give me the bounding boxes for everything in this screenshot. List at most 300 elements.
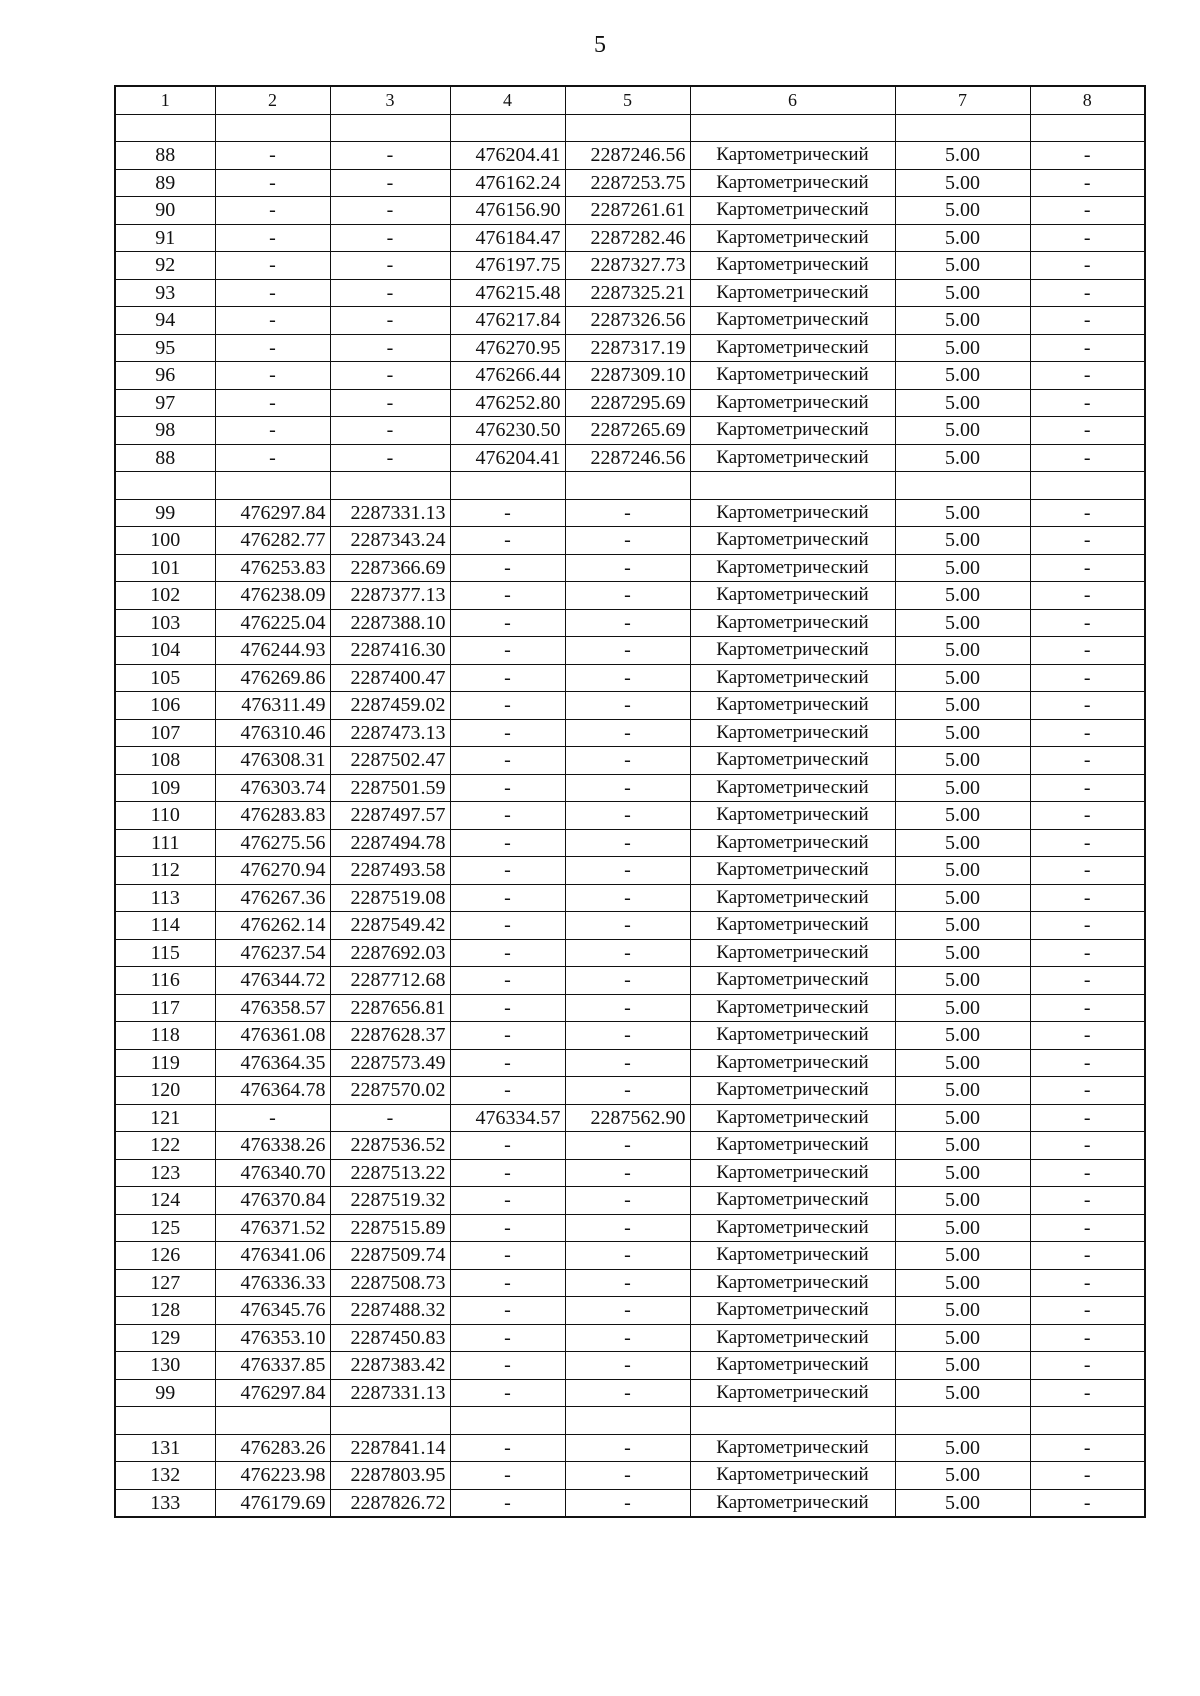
table-row bbox=[115, 1462, 1145, 1490]
description-cell: - bbox=[1030, 499, 1145, 527]
accuracy-cell: 5.00 bbox=[895, 1049, 1030, 1077]
point-number-cell: 125 bbox=[115, 1214, 215, 1242]
y-old-cell: 2287692.03 bbox=[330, 939, 450, 967]
description-cell: - bbox=[1030, 1214, 1145, 1242]
method-cell: Картометрический bbox=[690, 444, 895, 472]
table-row bbox=[115, 1379, 1145, 1407]
description-cell: - bbox=[1030, 747, 1145, 775]
table-row bbox=[115, 197, 1145, 225]
table-row bbox=[115, 224, 1145, 252]
x-old-cell: 476237.54 bbox=[215, 939, 330, 967]
accuracy-cell: 5.00 bbox=[895, 252, 1030, 280]
description-cell: - bbox=[1030, 884, 1145, 912]
point-number-cell: 127 bbox=[115, 1269, 215, 1297]
description-cell: - bbox=[1030, 554, 1145, 582]
y-old-cell: 2287712.68 bbox=[330, 967, 450, 995]
x-old-cell: 476344.72 bbox=[215, 967, 330, 995]
y-new-cell: - bbox=[565, 609, 690, 637]
table-row bbox=[115, 664, 1145, 692]
header-cell: 6 bbox=[690, 86, 895, 114]
table-row bbox=[115, 1407, 1145, 1435]
table-row bbox=[115, 692, 1145, 720]
point-number-cell: 131 bbox=[115, 1434, 215, 1462]
accuracy-cell: 5.00 bbox=[895, 664, 1030, 692]
point-number-cell: 105 bbox=[115, 664, 215, 692]
x-new-cell: - bbox=[450, 802, 565, 830]
y-old-cell: 2287450.83 bbox=[330, 1324, 450, 1352]
method-cell: Картометрический bbox=[690, 1352, 895, 1380]
accuracy-cell: 5.00 bbox=[895, 169, 1030, 197]
x-new-cell: - bbox=[450, 747, 565, 775]
y-old-cell: 2287416.30 bbox=[330, 637, 450, 665]
y-old-cell: 2287343.24 bbox=[330, 527, 450, 555]
method-cell: Картометрический bbox=[690, 554, 895, 582]
y-old-cell: 2287803.95 bbox=[330, 1462, 450, 1490]
y-old-cell: 2287377.13 bbox=[330, 582, 450, 610]
description-cell bbox=[1030, 472, 1145, 500]
y-old-cell: 2287519.32 bbox=[330, 1187, 450, 1215]
x-new-cell: 476334.57 bbox=[450, 1104, 565, 1132]
x-new-cell: - bbox=[450, 1159, 565, 1187]
method-cell: Картометрический bbox=[690, 389, 895, 417]
x-old-cell: 476267.36 bbox=[215, 884, 330, 912]
description-cell: - bbox=[1030, 334, 1145, 362]
header-cell: 5 bbox=[565, 86, 690, 114]
accuracy-cell: 5.00 bbox=[895, 1104, 1030, 1132]
table-row bbox=[115, 1434, 1145, 1462]
y-old-cell: 2287502.47 bbox=[330, 747, 450, 775]
description-cell: - bbox=[1030, 637, 1145, 665]
y-old-cell: 2287331.13 bbox=[330, 1379, 450, 1407]
method-cell: Картометрический bbox=[690, 1379, 895, 1407]
x-old-cell: - bbox=[215, 334, 330, 362]
header-cell: 7 bbox=[895, 86, 1030, 114]
x-old-cell: 476270.94 bbox=[215, 857, 330, 885]
y-old-cell: 2287388.10 bbox=[330, 609, 450, 637]
table-row bbox=[115, 637, 1145, 665]
header-cell: 1 bbox=[115, 86, 215, 114]
table-row bbox=[115, 527, 1145, 555]
description-cell: - bbox=[1030, 1324, 1145, 1352]
y-old-cell: 2287841.14 bbox=[330, 1434, 450, 1462]
x-new-cell bbox=[450, 114, 565, 142]
y-new-cell: 2287562.90 bbox=[565, 1104, 690, 1132]
x-old-cell: 476353.10 bbox=[215, 1324, 330, 1352]
description-cell: - bbox=[1030, 939, 1145, 967]
x-old-cell: - bbox=[215, 224, 330, 252]
x-old-cell: - bbox=[215, 444, 330, 472]
point-number-cell: 115 bbox=[115, 939, 215, 967]
point-number-cell: 114 bbox=[115, 912, 215, 940]
table-row bbox=[115, 802, 1145, 830]
y-new-cell: - bbox=[565, 1489, 690, 1517]
x-old-cell: 476345.76 bbox=[215, 1297, 330, 1325]
y-old-cell bbox=[330, 1407, 450, 1435]
x-new-cell: - bbox=[450, 1269, 565, 1297]
y-new-cell: - bbox=[565, 1352, 690, 1380]
accuracy-cell bbox=[895, 472, 1030, 500]
y-old-cell: - bbox=[330, 1104, 450, 1132]
x-new-cell: 476204.41 bbox=[450, 444, 565, 472]
x-new-cell: - bbox=[450, 1434, 565, 1462]
x-new-cell: - bbox=[450, 554, 565, 582]
x-new-cell: - bbox=[450, 994, 565, 1022]
point-number-cell bbox=[115, 114, 215, 142]
point-number-cell: 133 bbox=[115, 1489, 215, 1517]
accuracy-cell: 5.00 bbox=[895, 802, 1030, 830]
y-new-cell: - bbox=[565, 1159, 690, 1187]
point-number-cell: 99 bbox=[115, 499, 215, 527]
y-old-cell: 2287519.08 bbox=[330, 884, 450, 912]
y-new-cell: - bbox=[565, 692, 690, 720]
x-old-cell: - bbox=[215, 389, 330, 417]
x-new-cell: - bbox=[450, 884, 565, 912]
accuracy-cell: 5.00 bbox=[895, 747, 1030, 775]
point-number-cell: 120 bbox=[115, 1077, 215, 1105]
x-new-cell: 476252.80 bbox=[450, 389, 565, 417]
method-cell: Картометрический bbox=[690, 637, 895, 665]
x-old-cell: 476262.14 bbox=[215, 912, 330, 940]
x-old-cell: - bbox=[215, 417, 330, 445]
y-old-cell: 2287501.59 bbox=[330, 774, 450, 802]
x-old-cell: 476269.86 bbox=[215, 664, 330, 692]
method-cell: Картометрический bbox=[690, 747, 895, 775]
accuracy-cell: 5.00 bbox=[895, 362, 1030, 390]
y-new-cell: - bbox=[565, 1132, 690, 1160]
table-row bbox=[115, 389, 1145, 417]
x-new-cell: - bbox=[450, 857, 565, 885]
method-cell: Картометрический bbox=[690, 1324, 895, 1352]
point-number-cell: 88 bbox=[115, 142, 215, 170]
x-new-cell: 476197.75 bbox=[450, 252, 565, 280]
y-old-cell: 2287494.78 bbox=[330, 829, 450, 857]
method-cell: Картометрический bbox=[690, 1049, 895, 1077]
point-number-cell: 118 bbox=[115, 1022, 215, 1050]
description-cell: - bbox=[1030, 417, 1145, 445]
description-cell: - bbox=[1030, 1434, 1145, 1462]
description-cell: - bbox=[1030, 224, 1145, 252]
method-cell: Картометрический bbox=[690, 1132, 895, 1160]
y-new-cell: 2287282.46 bbox=[565, 224, 690, 252]
y-new-cell: - bbox=[565, 582, 690, 610]
description-cell: - bbox=[1030, 912, 1145, 940]
accuracy-cell: 5.00 bbox=[895, 279, 1030, 307]
point-number-cell: 130 bbox=[115, 1352, 215, 1380]
y-old-cell: 2287573.49 bbox=[330, 1049, 450, 1077]
x-old-cell: 476283.83 bbox=[215, 802, 330, 830]
description-cell: - bbox=[1030, 609, 1145, 637]
x-old-cell: 476364.78 bbox=[215, 1077, 330, 1105]
y-old-cell: - bbox=[330, 389, 450, 417]
x-new-cell: 476156.90 bbox=[450, 197, 565, 225]
description-cell: - bbox=[1030, 1462, 1145, 1490]
y-old-cell bbox=[330, 472, 450, 500]
description-cell: - bbox=[1030, 994, 1145, 1022]
y-new-cell: - bbox=[565, 664, 690, 692]
accuracy-cell: 5.00 bbox=[895, 444, 1030, 472]
accuracy-cell: 5.00 bbox=[895, 1269, 1030, 1297]
method-cell: Картометрический bbox=[690, 1434, 895, 1462]
point-number-cell: 128 bbox=[115, 1297, 215, 1325]
y-new-cell: - bbox=[565, 1324, 690, 1352]
point-number-cell: 132 bbox=[115, 1462, 215, 1490]
table-row bbox=[115, 169, 1145, 197]
point-number-cell bbox=[115, 472, 215, 500]
y-old-cell: - bbox=[330, 417, 450, 445]
y-new-cell: - bbox=[565, 994, 690, 1022]
x-new-cell: - bbox=[450, 609, 565, 637]
x-old-cell: 476223.98 bbox=[215, 1462, 330, 1490]
accuracy-cell: 5.00 bbox=[895, 857, 1030, 885]
table-row bbox=[115, 417, 1145, 445]
description-cell: - bbox=[1030, 857, 1145, 885]
accuracy-cell: 5.00 bbox=[895, 1187, 1030, 1215]
method-cell: Картометрический bbox=[690, 252, 895, 280]
table-row bbox=[115, 1352, 1145, 1380]
accuracy-cell: 5.00 bbox=[895, 527, 1030, 555]
y-old-cell: 2287497.57 bbox=[330, 802, 450, 830]
y-old-cell: - bbox=[330, 252, 450, 280]
table-row bbox=[115, 1049, 1145, 1077]
x-old-cell: 476225.04 bbox=[215, 609, 330, 637]
x-old-cell: 476303.74 bbox=[215, 774, 330, 802]
table-row bbox=[115, 252, 1145, 280]
x-new-cell: - bbox=[450, 939, 565, 967]
x-new-cell: 476184.47 bbox=[450, 224, 565, 252]
x-old-cell: 476283.26 bbox=[215, 1434, 330, 1462]
table-row bbox=[115, 774, 1145, 802]
method-cell: Картометрический bbox=[690, 582, 895, 610]
table-row bbox=[115, 994, 1145, 1022]
x-old-cell: 476364.35 bbox=[215, 1049, 330, 1077]
x-new-cell: - bbox=[450, 967, 565, 995]
x-old-cell: 476340.70 bbox=[215, 1159, 330, 1187]
method-cell: Картометрический bbox=[690, 1022, 895, 1050]
description-cell: - bbox=[1030, 1022, 1145, 1050]
table-row bbox=[115, 1324, 1145, 1352]
table-row bbox=[115, 279, 1145, 307]
table-row bbox=[115, 1489, 1145, 1517]
accuracy-cell: 5.00 bbox=[895, 554, 1030, 582]
description-cell: - bbox=[1030, 1379, 1145, 1407]
method-cell: Картометрический bbox=[690, 224, 895, 252]
method-cell: Картометрический bbox=[690, 307, 895, 335]
table-row bbox=[115, 362, 1145, 390]
y-new-cell: - bbox=[565, 829, 690, 857]
table-row bbox=[115, 1104, 1145, 1132]
table-row bbox=[115, 912, 1145, 940]
y-new-cell: 2287253.75 bbox=[565, 169, 690, 197]
x-old-cell: - bbox=[215, 252, 330, 280]
y-new-cell: 2287317.19 bbox=[565, 334, 690, 362]
accuracy-cell: 5.00 bbox=[895, 1242, 1030, 1270]
point-number-cell: 88 bbox=[115, 444, 215, 472]
description-cell: - bbox=[1030, 1297, 1145, 1325]
y-old-cell: 2287509.74 bbox=[330, 1242, 450, 1270]
y-old-cell: - bbox=[330, 444, 450, 472]
x-old-cell: 476179.69 bbox=[215, 1489, 330, 1517]
accuracy-cell bbox=[895, 1407, 1030, 1435]
point-number-cell: 93 bbox=[115, 279, 215, 307]
x-new-cell: - bbox=[450, 1489, 565, 1517]
description-cell: - bbox=[1030, 1242, 1145, 1270]
y-old-cell: - bbox=[330, 197, 450, 225]
x-old-cell: 476361.08 bbox=[215, 1022, 330, 1050]
table-row bbox=[115, 719, 1145, 747]
table-row bbox=[115, 1077, 1145, 1105]
accuracy-cell: 5.00 bbox=[895, 912, 1030, 940]
x-old-cell: 476244.93 bbox=[215, 637, 330, 665]
y-new-cell: - bbox=[565, 1077, 690, 1105]
method-cell: Картометрический bbox=[690, 857, 895, 885]
y-new-cell: - bbox=[565, 499, 690, 527]
description-cell: - bbox=[1030, 527, 1145, 555]
description-cell: - bbox=[1030, 802, 1145, 830]
accuracy-cell: 5.00 bbox=[895, 1434, 1030, 1462]
x-new-cell: - bbox=[450, 499, 565, 527]
accuracy-cell: 5.00 bbox=[895, 307, 1030, 335]
x-new-cell: 476215.48 bbox=[450, 279, 565, 307]
table-row bbox=[115, 829, 1145, 857]
description-cell: - bbox=[1030, 1269, 1145, 1297]
table-row bbox=[115, 884, 1145, 912]
y-new-cell: - bbox=[565, 1049, 690, 1077]
header-cell: 8 bbox=[1030, 86, 1145, 114]
method-cell: Картометрический bbox=[690, 912, 895, 940]
y-new-cell: - bbox=[565, 1214, 690, 1242]
accuracy-cell: 5.00 bbox=[895, 994, 1030, 1022]
y-old-cell: 2287656.81 bbox=[330, 994, 450, 1022]
method-cell: Картометрический bbox=[690, 279, 895, 307]
description-cell: - bbox=[1030, 1049, 1145, 1077]
y-new-cell: - bbox=[565, 774, 690, 802]
point-number-cell: 121 bbox=[115, 1104, 215, 1132]
x-old-cell: - bbox=[215, 197, 330, 225]
x-new-cell: - bbox=[450, 774, 565, 802]
description-cell: - bbox=[1030, 582, 1145, 610]
header-cell: 4 bbox=[450, 86, 565, 114]
description-cell bbox=[1030, 114, 1145, 142]
table-row bbox=[115, 582, 1145, 610]
x-new-cell: - bbox=[450, 664, 565, 692]
table-row bbox=[115, 1187, 1145, 1215]
x-old-cell: 476297.84 bbox=[215, 499, 330, 527]
table-header-row bbox=[115, 86, 1145, 114]
y-old-cell: 2287366.69 bbox=[330, 554, 450, 582]
description-cell: - bbox=[1030, 1104, 1145, 1132]
accuracy-cell: 5.00 bbox=[895, 637, 1030, 665]
description-cell: - bbox=[1030, 444, 1145, 472]
x-new-cell: - bbox=[450, 719, 565, 747]
method-cell: Картометрический bbox=[690, 1462, 895, 1490]
description-cell: - bbox=[1030, 774, 1145, 802]
point-number-cell: 96 bbox=[115, 362, 215, 390]
x-old-cell bbox=[215, 472, 330, 500]
y-old-cell: 2287549.42 bbox=[330, 912, 450, 940]
x-new-cell: 476266.44 bbox=[450, 362, 565, 390]
table-row bbox=[115, 609, 1145, 637]
description-cell: - bbox=[1030, 1352, 1145, 1380]
x-new-cell: 476204.41 bbox=[450, 142, 565, 170]
y-new-cell: - bbox=[565, 1269, 690, 1297]
x-new-cell: - bbox=[450, 1049, 565, 1077]
y-new-cell: - bbox=[565, 554, 690, 582]
point-number-cell: 113 bbox=[115, 884, 215, 912]
description-cell: - bbox=[1030, 692, 1145, 720]
method-cell: Картометрический bbox=[690, 692, 895, 720]
method-cell: Картометрический bbox=[690, 1297, 895, 1325]
y-new-cell: - bbox=[565, 747, 690, 775]
x-new-cell: - bbox=[450, 692, 565, 720]
point-number-cell: 91 bbox=[115, 224, 215, 252]
accuracy-cell: 5.00 bbox=[895, 774, 1030, 802]
table-row bbox=[115, 1159, 1145, 1187]
header-cell: 3 bbox=[330, 86, 450, 114]
x-new-cell: - bbox=[450, 1132, 565, 1160]
accuracy-cell: 5.00 bbox=[895, 939, 1030, 967]
description-cell: - bbox=[1030, 829, 1145, 857]
accuracy-cell: 5.00 bbox=[895, 1132, 1030, 1160]
table-row bbox=[115, 747, 1145, 775]
point-number-cell: 112 bbox=[115, 857, 215, 885]
y-new-cell: - bbox=[565, 802, 690, 830]
y-new-cell: - bbox=[565, 1379, 690, 1407]
x-new-cell: - bbox=[450, 1214, 565, 1242]
y-new-cell: - bbox=[565, 1242, 690, 1270]
x-old-cell: 476308.31 bbox=[215, 747, 330, 775]
method-cell: Картометрический bbox=[690, 1242, 895, 1270]
y-new-cell bbox=[565, 114, 690, 142]
table-row bbox=[115, 1297, 1145, 1325]
point-number-cell: 117 bbox=[115, 994, 215, 1022]
y-new-cell: - bbox=[565, 1187, 690, 1215]
x-new-cell: - bbox=[450, 637, 565, 665]
y-old-cell: - bbox=[330, 142, 450, 170]
header-cell: 2 bbox=[215, 86, 330, 114]
point-number-cell: 89 bbox=[115, 169, 215, 197]
point-number-cell bbox=[115, 1407, 215, 1435]
description-cell: - bbox=[1030, 389, 1145, 417]
method-cell: Картометрический bbox=[690, 1269, 895, 1297]
description-cell: - bbox=[1030, 1187, 1145, 1215]
method-cell: Картометрический bbox=[690, 967, 895, 995]
point-number-cell: 100 bbox=[115, 527, 215, 555]
method-cell bbox=[690, 114, 895, 142]
method-cell: Картометрический bbox=[690, 994, 895, 1022]
description-cell: - bbox=[1030, 142, 1145, 170]
table-row bbox=[115, 1269, 1145, 1297]
coordinates-table bbox=[114, 85, 1146, 1518]
y-old-cell: - bbox=[330, 362, 450, 390]
table-row bbox=[115, 939, 1145, 967]
x-new-cell: - bbox=[450, 1022, 565, 1050]
method-cell: Картометрический bbox=[690, 609, 895, 637]
y-old-cell: - bbox=[330, 224, 450, 252]
point-number-cell: 99 bbox=[115, 1379, 215, 1407]
point-number-cell: 102 bbox=[115, 582, 215, 610]
x-new-cell: - bbox=[450, 829, 565, 857]
accuracy-cell: 5.00 bbox=[895, 1379, 1030, 1407]
point-number-cell: 104 bbox=[115, 637, 215, 665]
y-new-cell: - bbox=[565, 527, 690, 555]
accuracy-cell: 5.00 bbox=[895, 1352, 1030, 1380]
method-cell bbox=[690, 472, 895, 500]
point-number-cell: 94 bbox=[115, 307, 215, 335]
x-new-cell bbox=[450, 1407, 565, 1435]
x-new-cell: - bbox=[450, 582, 565, 610]
table-row bbox=[115, 142, 1145, 170]
accuracy-cell: 5.00 bbox=[895, 1462, 1030, 1490]
